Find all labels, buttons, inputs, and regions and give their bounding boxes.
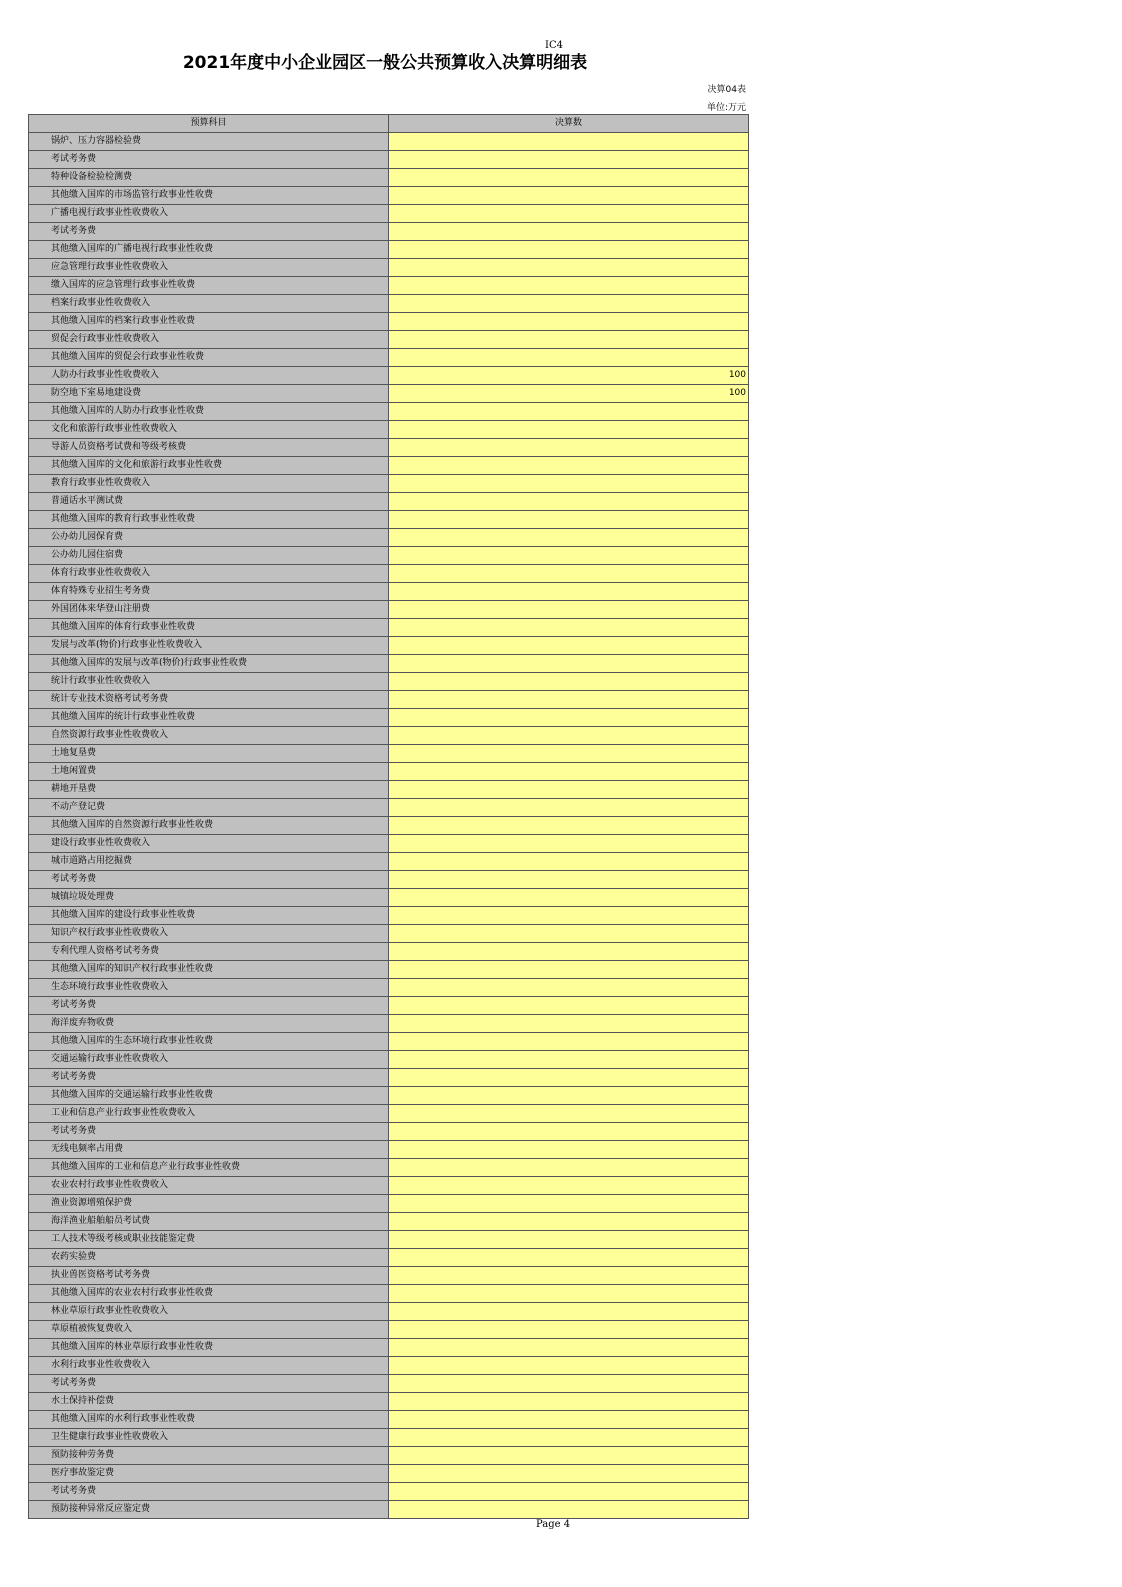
row-amount-cell[interactable]	[389, 1267, 749, 1285]
table-row	[29, 1249, 749, 1267]
row-amount-cell[interactable]	[389, 151, 749, 169]
row-subject-cell: 公办幼儿园保育费	[29, 529, 389, 547]
row-amount-cell[interactable]	[389, 259, 749, 277]
row-amount-cell[interactable]	[389, 1195, 749, 1213]
row-amount-cell[interactable]	[389, 1447, 749, 1465]
table-row	[29, 241, 749, 259]
table-row	[29, 1357, 749, 1375]
row-subject-cell: 考试考务费	[29, 997, 389, 1015]
row-amount-cell[interactable]	[389, 709, 749, 727]
table-row	[29, 439, 749, 457]
table-header-row	[29, 115, 749, 133]
row-subject-cell: 人防办行政事业性收费收入	[29, 367, 389, 385]
row-amount-cell[interactable]	[389, 1429, 749, 1447]
table-row	[29, 1429, 749, 1447]
row-subject-cell: 普通话水平测试费	[29, 493, 389, 511]
row-subject-cell: 考试考务费	[29, 1375, 389, 1393]
row-amount-cell[interactable]	[389, 1321, 749, 1339]
row-amount-cell[interactable]	[389, 943, 749, 961]
row-amount-cell[interactable]	[389, 565, 749, 583]
row-amount-cell[interactable]	[389, 439, 749, 457]
table-row	[29, 457, 749, 475]
row-subject-cell: 工人技术等级考核或职业技能鉴定费	[29, 1231, 389, 1249]
row-amount-cell[interactable]	[389, 313, 749, 331]
row-subject-cell: 其他缴入国库的文化和旅游行政事业性收费	[29, 457, 389, 475]
table-row	[29, 1483, 749, 1501]
row-subject-cell: 预防接种异常反应鉴定费	[29, 1501, 389, 1519]
table-row	[29, 565, 749, 583]
table-row	[29, 1069, 749, 1087]
table-row	[29, 889, 749, 907]
table-row	[29, 727, 749, 745]
row-subject-cell: 其他缴入国库的档案行政事业性收费	[29, 313, 389, 331]
row-subject-cell: 其他缴入国库的教育行政事业性收费	[29, 511, 389, 529]
table-row	[29, 601, 749, 619]
row-subject-cell: 贸促会行政事业性收费收入	[29, 331, 389, 349]
row-subject-cell: 渔业资源增殖保护费	[29, 1195, 389, 1213]
row-amount-cell[interactable]	[389, 1015, 749, 1033]
row-amount-cell[interactable]	[389, 781, 749, 799]
row-amount-cell[interactable]	[389, 979, 749, 997]
table-row	[29, 1231, 749, 1249]
table-row	[29, 673, 749, 691]
row-amount-cell[interactable]	[389, 1285, 749, 1303]
table-row	[29, 1267, 749, 1285]
row-subject-cell: 其他缴入国库的广播电视行政事业性收费	[29, 241, 389, 259]
row-subject-cell: 锅炉、压力容器检验费	[29, 133, 389, 151]
table-row	[29, 1339, 749, 1357]
row-amount-cell[interactable]	[389, 493, 749, 511]
row-subject-cell: 自然资源行政事业性收费收入	[29, 727, 389, 745]
table-row	[29, 961, 749, 979]
row-amount-cell[interactable]	[389, 1105, 749, 1123]
row-subject-cell: 其他缴入国库的发展与改革(物价)行政事业性收费	[29, 655, 389, 673]
row-subject-cell: 草原植被恢复费收入	[29, 1321, 389, 1339]
row-amount-cell[interactable]	[389, 655, 749, 673]
table-row	[29, 1321, 749, 1339]
row-amount-cell[interactable]	[389, 1231, 749, 1249]
table-row	[29, 1087, 749, 1105]
row-subject-cell: 考试考务费	[29, 1483, 389, 1501]
row-amount-cell[interactable]	[389, 835, 749, 853]
row-subject-cell: 教育行政事业性收费收入	[29, 475, 389, 493]
row-amount-cell[interactable]	[389, 475, 749, 493]
row-subject-cell: 不动产登记费	[29, 799, 389, 817]
row-subject-cell: 其他缴入国库的自然资源行政事业性收费	[29, 817, 389, 835]
row-amount-cell[interactable]	[389, 637, 749, 655]
row-amount-cell[interactable]	[389, 205, 749, 223]
row-subject-cell: 体育行政事业性收费收入	[29, 565, 389, 583]
row-subject-cell: 医疗事故鉴定费	[29, 1465, 389, 1483]
row-subject-cell: 其他缴入国库的生态环境行政事业性收费	[29, 1033, 389, 1051]
table-row	[29, 925, 749, 943]
row-subject-cell: 其他缴入国库的统计行政事业性收费	[29, 709, 389, 727]
row-amount-cell[interactable]	[389, 241, 749, 259]
table-row	[29, 763, 749, 781]
row-subject-cell: 农药实验费	[29, 1249, 389, 1267]
row-amount-cell[interactable]	[389, 925, 749, 943]
table-row	[29, 1501, 749, 1519]
table-row	[29, 313, 749, 331]
row-subject-cell: 发展与改革(物价)行政事业性收费收入	[29, 637, 389, 655]
row-amount-cell[interactable]	[389, 187, 749, 205]
row-amount-cell[interactable]	[389, 889, 749, 907]
table-row	[29, 403, 749, 421]
page-number: Page 4	[536, 1519, 571, 1530]
row-amount-cell[interactable]	[389, 547, 749, 565]
row-amount-cell[interactable]	[389, 421, 749, 439]
row-amount-cell[interactable]	[389, 1501, 749, 1519]
table-row	[29, 475, 749, 493]
row-subject-cell: 其他缴入国库的农业农村行政事业性收费	[29, 1285, 389, 1303]
row-amount-cell[interactable]	[389, 1303, 749, 1321]
table-row	[29, 1177, 749, 1195]
table-row	[29, 637, 749, 655]
table-row	[29, 1285, 749, 1303]
row-amount-cell[interactable]	[389, 799, 749, 817]
table-row	[29, 907, 749, 925]
table-row	[29, 421, 749, 439]
row-amount-cell[interactable]	[389, 745, 749, 763]
table-row	[29, 331, 749, 349]
column-header-amount: 决算数	[389, 115, 749, 133]
row-amount-cell[interactable]	[389, 1357, 749, 1375]
table-row	[29, 205, 749, 223]
table-row	[29, 1159, 749, 1177]
table-row	[29, 187, 749, 205]
row-amount-cell[interactable]	[389, 1213, 749, 1231]
row-amount-cell[interactable]	[389, 223, 749, 241]
row-amount-cell[interactable]	[389, 853, 749, 871]
row-amount-cell[interactable]	[389, 1411, 749, 1429]
row-amount-cell[interactable]	[389, 1141, 749, 1159]
row-amount-cell[interactable]	[389, 331, 749, 349]
row-subject-cell: 其他缴入国库的林业草原行政事业性收费	[29, 1339, 389, 1357]
row-subject-cell: 土地闲置费	[29, 763, 389, 781]
row-amount-cell[interactable]	[389, 871, 749, 889]
row-amount-cell[interactable]	[389, 997, 749, 1015]
row-subject-cell: 其他缴入国库的建设行政事业性收费	[29, 907, 389, 925]
table-row	[29, 709, 749, 727]
row-amount-cell[interactable]	[389, 1123, 749, 1141]
row-amount-cell[interactable]: 100	[389, 385, 749, 403]
row-amount-cell[interactable]	[389, 907, 749, 925]
row-subject-cell: 统计行政事业性收费收入	[29, 673, 389, 691]
row-subject-cell: 缴入国库的应急管理行政事业性收费	[29, 277, 389, 295]
row-amount-cell[interactable]	[389, 1069, 749, 1087]
page-title: 2021年度中小企业园区一般公共预算收入决算明细表	[182, 53, 588, 73]
table-row	[29, 1051, 749, 1069]
row-amount-cell[interactable]	[389, 1249, 749, 1267]
unit-label: 单位:万元	[706, 103, 746, 113]
row-amount-cell[interactable]	[389, 601, 749, 619]
table-row	[29, 799, 749, 817]
row-amount-cell[interactable]	[389, 277, 749, 295]
row-subject-cell: 其他缴入国库的工业和信息产业行政事业性收费	[29, 1159, 389, 1177]
row-subject-cell: 广播电视行政事业性收费收入	[29, 205, 389, 223]
row-amount-cell[interactable]	[389, 457, 749, 475]
row-subject-cell: 考试考务费	[29, 1069, 389, 1087]
row-subject-cell: 导游人员资格考试费和等级考核费	[29, 439, 389, 457]
table-row	[29, 1141, 749, 1159]
table-row	[29, 493, 749, 511]
row-subject-cell: 工业和信息产业行政事业性收费收入	[29, 1105, 389, 1123]
row-subject-cell: 考试考务费	[29, 223, 389, 241]
row-amount-cell[interactable]	[389, 169, 749, 187]
row-amount-cell[interactable]	[389, 295, 749, 313]
table-row	[29, 1033, 749, 1051]
row-amount-cell[interactable]	[389, 619, 749, 637]
row-subject-cell: 其他缴入国库的贸促会行政事业性收费	[29, 349, 389, 367]
table-row	[29, 781, 749, 799]
table-row	[29, 871, 749, 889]
row-amount-cell[interactable]	[389, 349, 749, 367]
row-subject-cell: 档案行政事业性收费收入	[29, 295, 389, 313]
row-amount-cell[interactable]	[389, 583, 749, 601]
table-row	[29, 259, 749, 277]
row-subject-cell: 考试考务费	[29, 871, 389, 889]
table-row	[29, 619, 749, 637]
row-subject-cell: 交通运输行政事业性收费收入	[29, 1051, 389, 1069]
table-row	[29, 1447, 749, 1465]
row-subject-cell: 防空地下室易地建设费	[29, 385, 389, 403]
row-amount-cell[interactable]	[389, 1465, 749, 1483]
table-row	[29, 223, 749, 241]
row-amount-cell[interactable]	[389, 1393, 749, 1411]
row-subject-cell: 外国团体来华登山注册费	[29, 601, 389, 619]
row-amount-cell[interactable]	[389, 403, 749, 421]
row-subject-cell: 考试考务费	[29, 151, 389, 169]
row-subject-cell: 统计专业技术资格考试考务费	[29, 691, 389, 709]
row-subject-cell: 考试考务费	[29, 1123, 389, 1141]
table-row	[29, 295, 749, 313]
row-subject-cell: 耕地开垦费	[29, 781, 389, 799]
row-subject-cell: 生态环境行政事业性收费收入	[29, 979, 389, 997]
table-row	[29, 691, 749, 709]
table-row	[29, 1195, 749, 1213]
row-subject-cell: 水利行政事业性收费收入	[29, 1357, 389, 1375]
row-subject-cell: 执业兽医资格考试考务费	[29, 1267, 389, 1285]
table-row	[29, 511, 749, 529]
table-row	[29, 151, 749, 169]
table-row	[29, 817, 749, 835]
row-amount-cell[interactable]	[389, 763, 749, 781]
table-row	[29, 169, 749, 187]
row-subject-cell: 建设行政事业性收费收入	[29, 835, 389, 853]
table-id-label: 决算04表	[707, 85, 746, 95]
row-amount-cell[interactable]	[389, 1033, 749, 1051]
row-subject-cell: 其他缴入国库的水利行政事业性收费	[29, 1411, 389, 1429]
row-subject-cell: 其他缴入国库的市场监管行政事业性收费	[29, 187, 389, 205]
code-mark: IC4	[545, 40, 563, 51]
table-row	[29, 547, 749, 565]
table-row	[29, 1213, 749, 1231]
row-amount-cell[interactable]	[389, 1339, 749, 1357]
row-amount-cell[interactable]	[389, 673, 749, 691]
row-subject-cell: 其他缴入国库的人防办行政事业性收费	[29, 403, 389, 421]
row-amount-cell[interactable]	[389, 961, 749, 979]
column-header-subject: 预算科目	[29, 115, 389, 133]
row-amount-cell[interactable]	[389, 727, 749, 745]
row-subject-cell: 体育特殊专业招生考务费	[29, 583, 389, 601]
row-subject-cell: 特种设备检验检测费	[29, 169, 389, 187]
row-subject-cell: 知识产权行政事业性收费收入	[29, 925, 389, 943]
row-subject-cell: 海洋废弃物收费	[29, 1015, 389, 1033]
table-row	[29, 1303, 749, 1321]
table-row	[29, 1105, 749, 1123]
table-row	[29, 1465, 749, 1483]
row-amount-cell[interactable]	[389, 1177, 749, 1195]
table-row	[29, 1393, 749, 1411]
table-row	[29, 979, 749, 997]
row-subject-cell: 无线电频率占用费	[29, 1141, 389, 1159]
table-row	[29, 1375, 749, 1393]
row-amount-cell[interactable]	[389, 133, 749, 151]
table-row	[29, 943, 749, 961]
row-amount-cell[interactable]	[389, 1087, 749, 1105]
row-amount-cell[interactable]	[389, 1159, 749, 1177]
row-amount-cell[interactable]	[389, 529, 749, 547]
row-subject-cell: 卫生健康行政事业性收费收入	[29, 1429, 389, 1447]
table-row	[29, 1015, 749, 1033]
table-row	[29, 1123, 749, 1141]
table-row	[29, 745, 749, 763]
table-row	[29, 853, 749, 871]
row-subject-cell: 海洋渔业船舶船员考试费	[29, 1213, 389, 1231]
table-row	[29, 277, 749, 295]
row-subject-cell: 林业草原行政事业性收费收入	[29, 1303, 389, 1321]
row-amount-cell[interactable]: 100	[389, 367, 749, 385]
row-subject-cell: 预防接种劳务费	[29, 1447, 389, 1465]
row-subject-cell: 农业农村行政事业性收费收入	[29, 1177, 389, 1195]
row-amount-cell[interactable]	[389, 1483, 749, 1501]
row-amount-cell[interactable]	[389, 1375, 749, 1393]
row-subject-cell: 其他缴入国库的知识产权行政事业性收费	[29, 961, 389, 979]
row-amount-cell[interactable]	[389, 691, 749, 709]
table-row	[29, 997, 749, 1015]
row-amount-cell[interactable]	[389, 817, 749, 835]
table-row	[29, 655, 749, 673]
row-subject-cell: 其他缴入国库的体育行政事业性收费	[29, 619, 389, 637]
row-subject-cell: 水土保持补偿费	[29, 1393, 389, 1411]
table-row	[29, 529, 749, 547]
table-row	[29, 1411, 749, 1429]
table-row	[29, 367, 749, 385]
row-subject-cell: 其他缴入国库的交通运输行政事业性收费	[29, 1087, 389, 1105]
table-row	[29, 583, 749, 601]
table-row	[29, 385, 749, 403]
row-subject-cell: 公办幼儿园住宿费	[29, 547, 389, 565]
row-subject-cell: 土地复垦费	[29, 745, 389, 763]
row-amount-cell[interactable]	[389, 511, 749, 529]
row-subject-cell: 应急管理行政事业性收费收入	[29, 259, 389, 277]
table-row	[29, 133, 749, 151]
table-row	[29, 835, 749, 853]
row-subject-cell: 专利代理人资格考试考务费	[29, 943, 389, 961]
row-subject-cell: 文化和旅游行政事业性收费收入	[29, 421, 389, 439]
table-row	[29, 349, 749, 367]
row-amount-cell[interactable]	[389, 1051, 749, 1069]
row-subject-cell: 城镇垃圾处理费	[29, 889, 389, 907]
budget-detail-table	[28, 114, 749, 1519]
row-subject-cell: 城市道路占用挖掘费	[29, 853, 389, 871]
